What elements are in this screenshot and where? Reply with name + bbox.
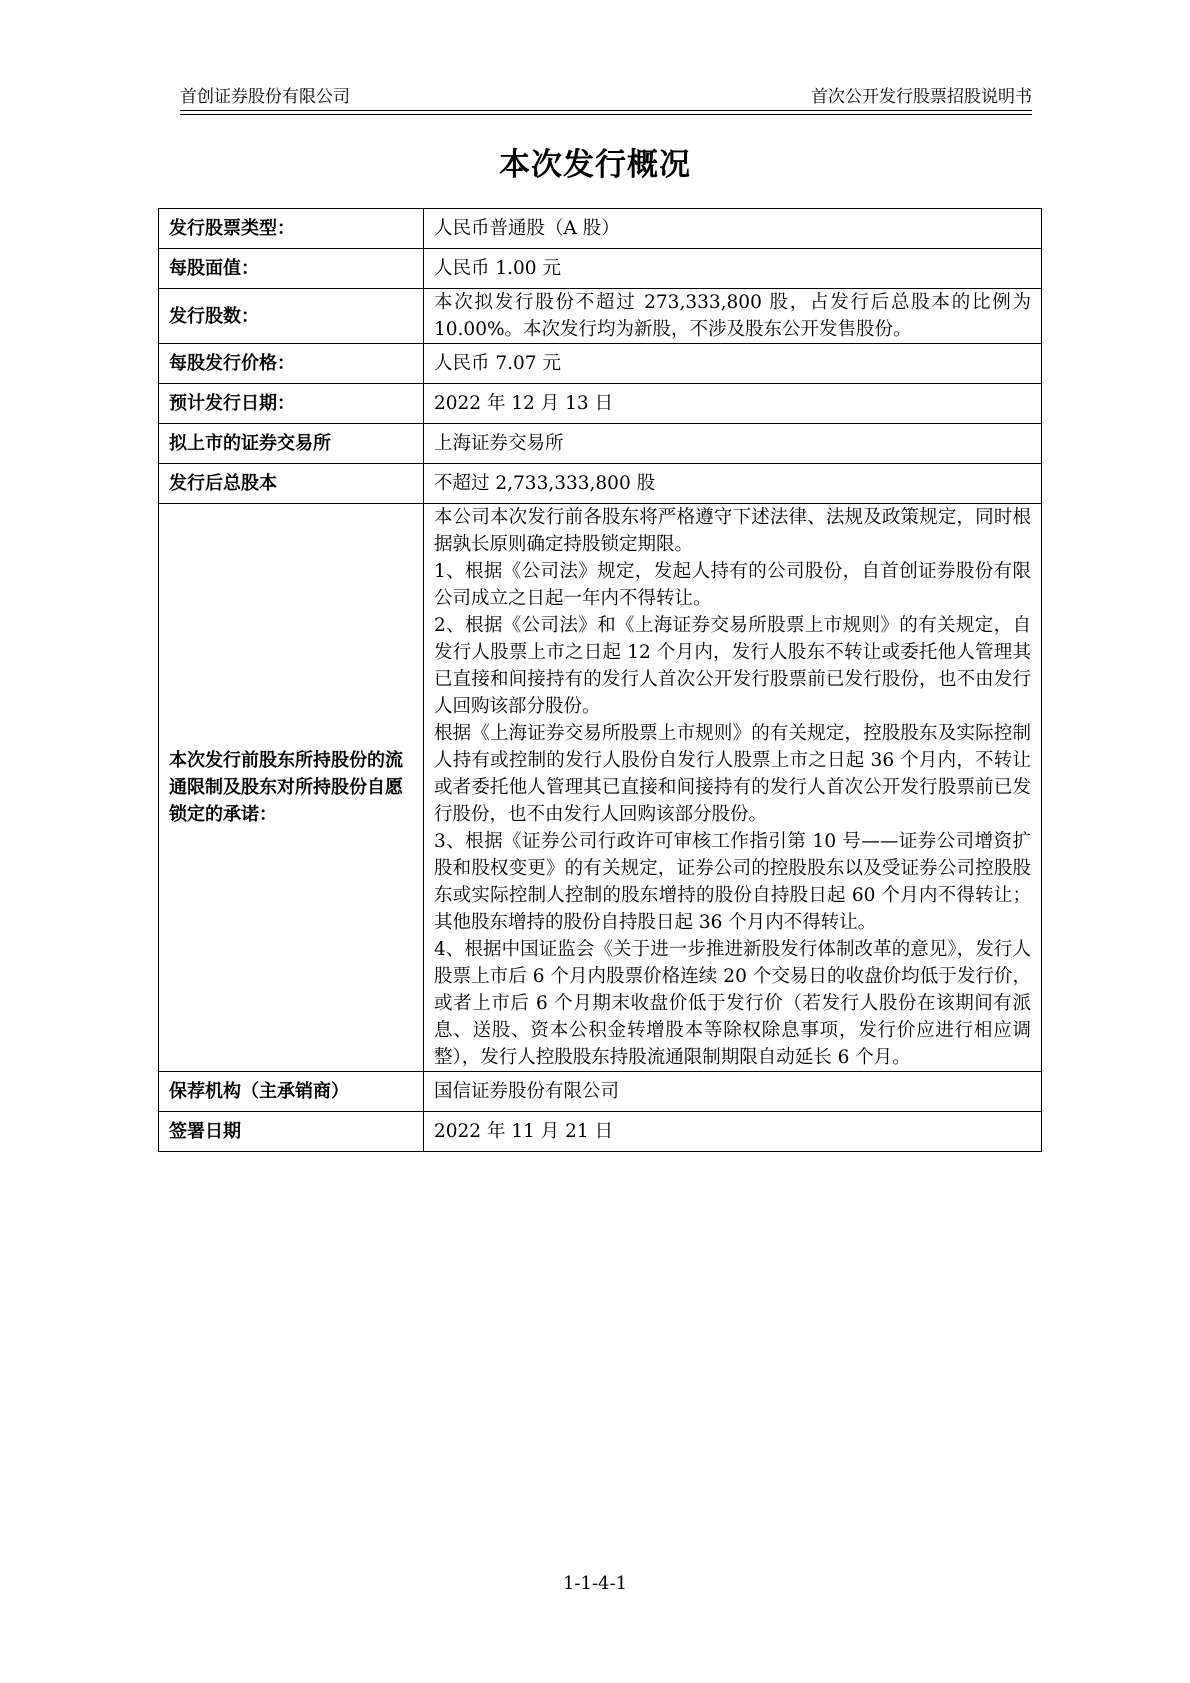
table-row-sponsor xyxy=(159,1072,1042,1112)
lockup-paragraph: 1、根据《公司法》规定，发起人持有的公司股份，自首创证券股份有限公司成立之日起一年内不得转让。 xyxy=(434,561,1031,609)
row-label: 预计发行日期： xyxy=(159,384,424,424)
page-header xyxy=(180,86,1032,112)
row-label: 发行股数： xyxy=(159,289,424,344)
table-row-issue-date xyxy=(159,384,1042,424)
row-value: 人民币 1.00 元 xyxy=(424,249,1042,289)
table-row-total-shares xyxy=(159,464,1042,504)
row-value: 2022 年 11 月 21 日 xyxy=(424,1112,1042,1152)
row-value: 人民币 7.07 元 xyxy=(424,344,1042,384)
table-row-par-value xyxy=(159,249,1042,289)
lockup-paragraph: 4、根据中国证监会《关于进一步推进新股发行体制改革的意见》，发行人股票上市后 6 个月内股票价格连续 20 个交易日的收盘价均低于发行价，或者上市后 6 个月期末收盘价低于发行价（若发行人股份在该期间有派息、送股、资本公积金转增股本等除权除息事项，发行价应进行相应调整），发行人控股股东持股流通限制期限自动延长 6 个月。 xyxy=(434,939,1031,1068)
row-value xyxy=(424,504,1042,1072)
page-number: 1-1-4-1 xyxy=(562,1573,628,1594)
table-row-exchange xyxy=(159,424,1042,464)
row-value: 上海证券交易所 xyxy=(424,424,1042,464)
header-doc-title: 首次公开发行股票招股说明书 xyxy=(811,87,1032,107)
table-row-share-count xyxy=(159,289,1042,344)
row-value: 不超过 2,733,333,800 股 xyxy=(424,464,1042,504)
table-row-lockup-commitments xyxy=(159,504,1042,1072)
row-label: 每股发行价格： xyxy=(159,344,424,384)
table-row-stock-type xyxy=(159,209,1042,249)
row-value: 2022 年 12 月 13 日 xyxy=(424,384,1042,424)
offering-summary-table xyxy=(158,208,1042,1152)
row-label: 拟上市的证券交易所 xyxy=(159,424,424,464)
lockup-paragraph: 3、根据《证券公司行政许可审核工作指引第 10 号——证券公司增资扩股和股权变更》的有关规定，证券公司的控股股东以及受证券公司控股股东或实际控制人控制的股东增持的股份自持股日起 60 个月内不得转让；其他股东增持的股份自持股日起 36 个月内不得转让。 xyxy=(434,831,1031,933)
table-row-signing-date xyxy=(159,1112,1042,1152)
header-rule xyxy=(180,110,1032,111)
row-label: 每股面值： xyxy=(159,249,424,289)
header-company: 首创证券股份有限公司 xyxy=(180,87,350,107)
row-value: 本次拟发行股份不超过 273,333,800 股，占发行后总股本的比例为 10.00%。本次发行均为新股，不涉及股东公开发售股份。 xyxy=(424,289,1042,344)
row-label: 签署日期 xyxy=(159,1112,424,1152)
row-value: 人民币普通股（A 股） xyxy=(424,209,1042,249)
row-label: 发行后总股本 xyxy=(159,464,424,504)
lockup-paragraph: 2、根据《公司法》和《上海证券交易所股票上市规则》的有关规定，自发行人股票上市之日起 12 个月内，发行人股东不转让或委托他人管理其已直接和间接持有的发行人首次公开发行股票前已发行股份，也不由发行人回购该部分股份。 xyxy=(434,615,1031,717)
header-rule-thin xyxy=(180,114,1032,115)
page-title: 本次发行概况 xyxy=(499,147,691,183)
row-label: 保荐机构（主承销商） xyxy=(159,1072,424,1112)
row-label: 发行股票类型： xyxy=(159,209,424,249)
table-row-issue-price xyxy=(159,344,1042,384)
lockup-paragraph: 本公司本次发行前各股东将严格遵守下述法律、法规及政策规定，同时根据孰长原则确定持股锁定期限。 xyxy=(434,507,1031,555)
row-value: 国信证券股份有限公司 xyxy=(424,1072,1042,1112)
lockup-paragraph: 根据《上海证券交易所股票上市规则》的有关规定，控股股东及实际控制人持有或控制的发行人股份自发行人股票上市之日起 36 个月内，不转让或者委托他人管理其已直接和间接持有的发行人首次公开发行股票前已发行股份，也不由发行人回购该部分股份。 xyxy=(434,723,1031,825)
row-label: 本次发行前股东所持股份的流通限制及股东对所持股份自愿锁定的承诺： xyxy=(159,504,424,1072)
